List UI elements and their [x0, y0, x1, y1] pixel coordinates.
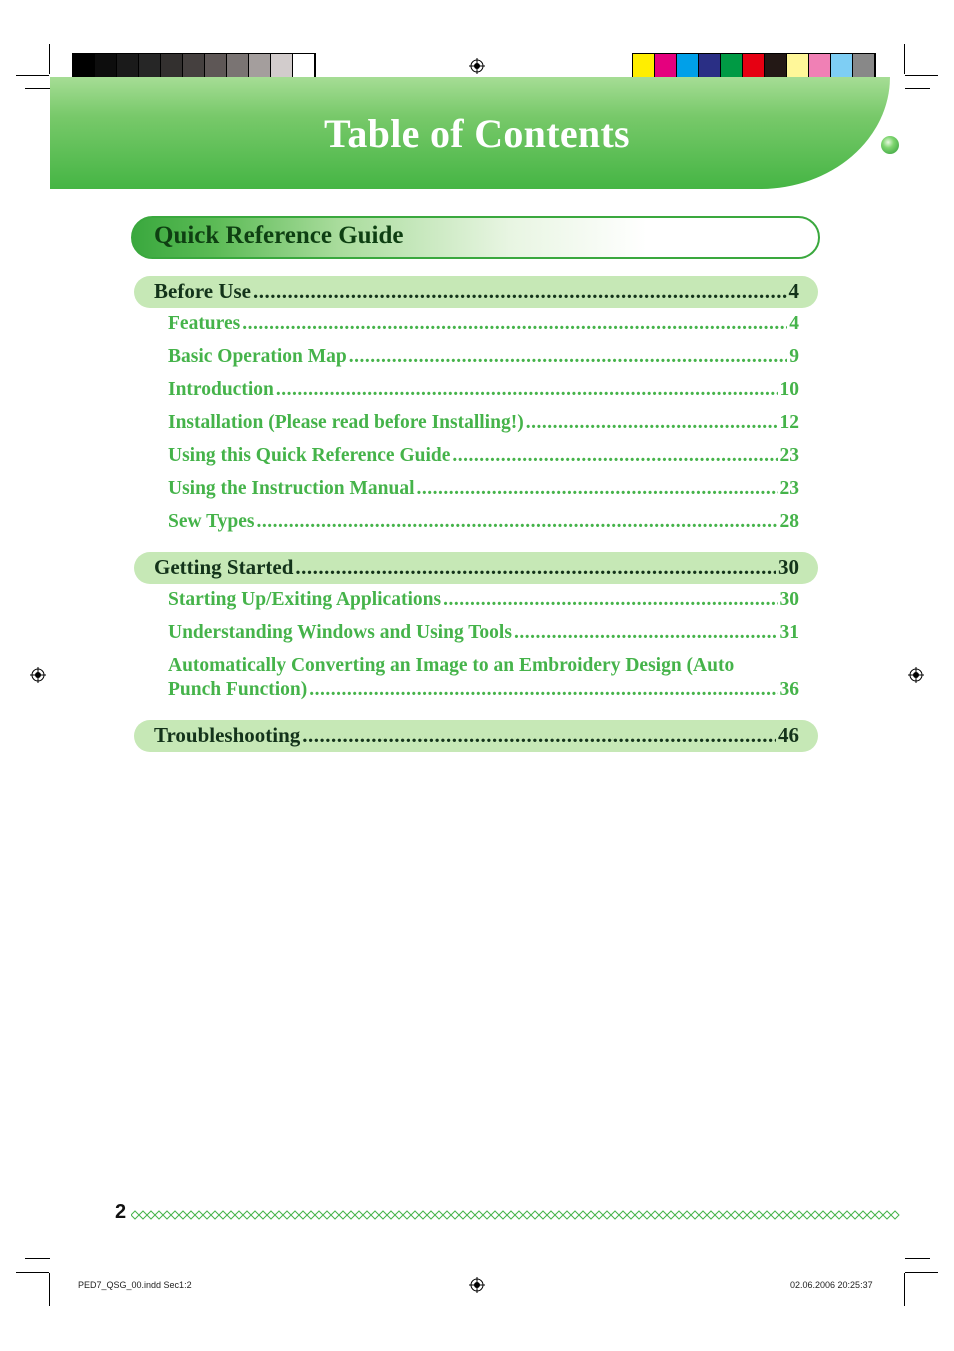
diamond-shape [819, 1211, 827, 1219]
diamond-shape [235, 1211, 243, 1219]
gray-swatch [293, 54, 315, 77]
diamond-shape [643, 1211, 651, 1219]
gray-swatch [249, 54, 271, 77]
crop-mark [25, 1258, 50, 1259]
diamond-shape [195, 1211, 203, 1219]
diamond-shape [259, 1211, 267, 1219]
color-swatch [831, 54, 853, 77]
diamond-shape [291, 1211, 299, 1219]
gray-swatch [95, 54, 117, 77]
toc-item[interactable]: Punch Function) ..... 36 [168, 679, 799, 701]
diamond-shape [267, 1211, 275, 1219]
gray-swatch [183, 54, 205, 77]
diamond-shape [275, 1211, 283, 1219]
crop-mark [905, 1258, 930, 1259]
toc-item[interactable]: Features ..... 4 [168, 313, 799, 335]
gray-swatch [271, 54, 293, 77]
diamond-shape [811, 1211, 819, 1219]
diamond-shape [715, 1211, 723, 1219]
toc-item[interactable]: Introduction ..... 10 [168, 379, 799, 401]
diamond-shape [475, 1211, 483, 1219]
gray-swatch [73, 54, 95, 77]
diamond-shape [667, 1211, 675, 1219]
crop-mark [904, 1273, 905, 1306]
crop-mark [49, 1273, 50, 1306]
diamond-shape [883, 1211, 891, 1219]
diamond-shape [355, 1211, 363, 1219]
diamond-shape [331, 1211, 339, 1219]
page-title: Table of Contents [324, 110, 630, 156]
diamond-shape [315, 1211, 323, 1219]
diamond-shape [531, 1211, 539, 1219]
diamond-shape [547, 1211, 555, 1219]
process-color-bar [632, 53, 876, 78]
toc-item[interactable]: Understanding Windows and Using Tools ..... 31 [168, 622, 799, 644]
diamond-shape [515, 1211, 523, 1219]
diamond-shape [211, 1211, 219, 1219]
toc-page: 4 [788, 279, 799, 303]
diamond-shape [675, 1211, 683, 1219]
diamond-shape [187, 1211, 195, 1219]
crop-mark [905, 88, 930, 89]
diamond-shape [419, 1211, 427, 1219]
color-swatch [633, 54, 655, 77]
diamond-shape [843, 1211, 851, 1219]
diamond-shape [587, 1211, 595, 1219]
green-dot-icon [881, 136, 899, 154]
toc-item[interactable]: Starting Up/Exiting Applications ..... 30 [168, 589, 799, 611]
diamond-shape [619, 1211, 627, 1219]
diamond-shape [739, 1211, 747, 1219]
toc-item[interactable]: Sew Types ..... 28 [168, 511, 799, 533]
diamond-shape [779, 1211, 787, 1219]
color-swatch [721, 54, 743, 77]
crop-mark [905, 75, 938, 76]
diamond-shape [835, 1211, 843, 1219]
color-swatch [809, 54, 831, 77]
guide-heading: Quick Reference Guide [154, 222, 404, 249]
diamond-shape [339, 1211, 347, 1219]
diamond-shape [163, 1211, 171, 1219]
diamond-border [131, 1208, 904, 1222]
diamond-shape [243, 1211, 251, 1219]
diamond-shape [683, 1211, 691, 1219]
diamond-shape [595, 1211, 603, 1219]
diamond-shape [227, 1211, 235, 1219]
diamond-shape [363, 1211, 371, 1219]
diamond-shape [627, 1211, 635, 1219]
diamond-shape [467, 1211, 475, 1219]
diamond-shape [707, 1211, 715, 1219]
slug-date-info: 02.06.2006 20:25:37 [790, 1280, 873, 1290]
diamond-shape [323, 1211, 331, 1219]
gray-swatch [139, 54, 161, 77]
diamond-shape [131, 1211, 139, 1219]
toc-title: Troubleshooting [154, 723, 301, 747]
crop-mark [25, 88, 50, 89]
slug-file-info: PED7_QSG_00.indd Sec1:2 [78, 1280, 192, 1290]
diamond-shape [571, 1211, 579, 1219]
diamond-shape [411, 1211, 419, 1219]
color-swatch [743, 54, 765, 77]
diamond-shape [891, 1211, 899, 1219]
diamond-shape [723, 1211, 731, 1219]
diamond-shape [555, 1211, 563, 1219]
diamond-shape [451, 1211, 459, 1219]
color-swatch [677, 54, 699, 77]
diamond-shape [635, 1211, 643, 1219]
color-swatch [699, 54, 721, 77]
diamond-shape [443, 1211, 451, 1219]
toc-page: 30 [778, 555, 799, 579]
crop-mark [905, 1272, 938, 1273]
diamond-shape [435, 1211, 443, 1219]
registration-mark-icon [908, 667, 924, 683]
toc-title: Before Use [154, 279, 251, 303]
diamond-shape [483, 1211, 491, 1219]
diamond-shape [771, 1211, 779, 1219]
color-swatch [853, 54, 875, 77]
diamond-shape [459, 1211, 467, 1219]
diamond-shape [803, 1211, 811, 1219]
diamond-shape [851, 1211, 859, 1219]
diamond-shape [867, 1211, 875, 1219]
diamond-shape [603, 1211, 611, 1219]
diamond-shape [171, 1211, 179, 1219]
toc-item[interactable]: Basic Operation Map ..... 9 [168, 346, 799, 368]
toc-item[interactable]: Using this Quick Reference Guide ..... 23 [168, 445, 799, 467]
diamond-shape [699, 1211, 707, 1219]
diamond-shape [347, 1211, 355, 1219]
diamond-shape [403, 1211, 411, 1219]
diamond-shape [387, 1211, 395, 1219]
diamond-shape [179, 1211, 187, 1219]
diamond-shape [147, 1211, 155, 1219]
diamond-shape [307, 1211, 315, 1219]
registration-mark-icon [469, 58, 485, 74]
diamond-shape [787, 1211, 795, 1219]
grayscale-color-bar [72, 53, 316, 78]
diamond-shape [155, 1211, 163, 1219]
diamond-shape [691, 1211, 699, 1219]
diamond-shape [507, 1211, 515, 1219]
toc-section-troubleshooting[interactable] [154, 723, 799, 748]
crop-mark [904, 44, 905, 74]
diamond-shape [611, 1211, 619, 1219]
diamond-shape [427, 1211, 435, 1219]
diamond-shape [659, 1211, 667, 1219]
registration-mark-icon [469, 1277, 485, 1293]
color-swatch [765, 54, 787, 77]
diamond-shape [755, 1211, 763, 1219]
diamond-shape [491, 1211, 499, 1219]
diamond-shape [395, 1211, 403, 1219]
toc-section-getting-started[interactable] [154, 555, 799, 580]
toc-section-before-use[interactable] [154, 279, 799, 304]
toc-item-line1[interactable]: Automatically Converting an Image to an Embroidery Design (Auto [168, 655, 735, 676]
toc-page: 46 [778, 723, 799, 747]
gray-swatch [117, 54, 139, 77]
diamond-shape [379, 1211, 387, 1219]
crop-mark [16, 1272, 49, 1273]
diamond-shape [539, 1211, 547, 1219]
color-swatch [787, 54, 809, 77]
diamond-shape [139, 1211, 147, 1219]
diamond-shape [763, 1211, 771, 1219]
crop-mark [49, 44, 50, 74]
toc-title: Getting Started [154, 555, 294, 579]
gray-swatch [205, 54, 227, 77]
diamond-shape [523, 1211, 531, 1219]
crop-mark [16, 75, 49, 76]
diamond-shape [371, 1211, 379, 1219]
registration-mark-icon [30, 667, 46, 683]
diamond-shape [827, 1211, 835, 1219]
gray-swatch [161, 54, 183, 77]
diamond-shape [251, 1211, 259, 1219]
page-number: 2 [115, 1201, 127, 1223]
diamond-shape [563, 1211, 571, 1219]
diamond-shape [875, 1211, 883, 1219]
toc-item[interactable]: Using the Instruction Manual ..... 23 [168, 478, 799, 500]
diamond-shape [579, 1211, 587, 1219]
diamond-shape [219, 1211, 227, 1219]
gray-swatch [227, 54, 249, 77]
diamond-shape [859, 1211, 867, 1219]
diamond-shape [731, 1211, 739, 1219]
diamond-shape [203, 1211, 211, 1219]
diamond-shape [283, 1211, 291, 1219]
diamond-shape [795, 1211, 803, 1219]
toc-item[interactable]: Installation (Please read before Installing!) ..... 12 [168, 412, 799, 434]
diamond-shape [747, 1211, 755, 1219]
diamond-shape [651, 1211, 659, 1219]
color-swatch [655, 54, 677, 77]
diamond-shape [499, 1211, 507, 1219]
diamond-shape [299, 1211, 307, 1219]
